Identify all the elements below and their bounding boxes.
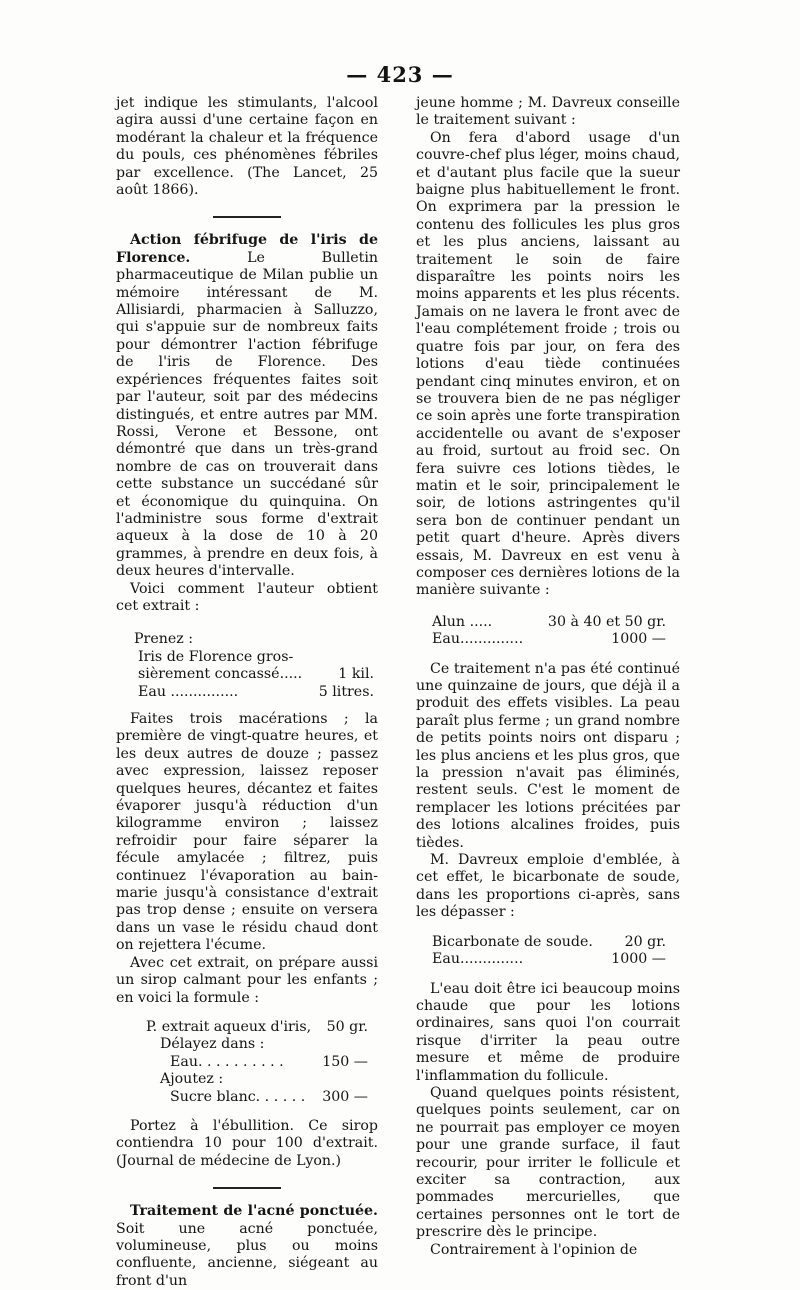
recipe-ingredient: Eau.............. [432, 951, 524, 968]
recipe-ingredient: Alun ..... [432, 613, 493, 630]
recipe-ingredient: Sucre blanc. . . . . . [170, 1088, 306, 1105]
paragraph: jet indique les stimulants, l'alcool agira aussi d'une certaine façon en modérant la chaleur et la fréquence du pouls, ces phénomènes fébriles par excellence. (The Lancet, 25 août 1866). [116, 95, 378, 199]
recipe-ingredient: Eau. . . . . . . . . . [170, 1053, 284, 1070]
paragraph: M. Davreux emploie d'emblée, à cet effet, le bicarbonate de soude, dans les proportions ci-après, sans les dépasser : [416, 852, 680, 921]
recipe-quantity: 300 — [322, 1088, 368, 1105]
paragraph: Faites trois macérations ; la première de vingt-quatre heures, et les deux autres de douze ; passez avec expression, laissez reposer quelques heures, décantez et faites évaporer jusqu'à réduction d'un kilogramme environ ; laissez refroidir pour faire séparer la fécule amylacée ; filtrez, puis continuez l'évaporation au bain-marie jusqu'à consistance d'extrait pas trop dense ; ensuite on versera dans un vase le résidu chaud dont on rejettera l'écume. [116, 711, 378, 954]
recipe-quantity: 5 litres. [318, 683, 374, 700]
recipe-quantity: 1000 — [611, 951, 666, 968]
recipe-ingredient: Eau.............. [432, 631, 524, 648]
paragraph: Voici comment l'auteur obtient cet extrait : [116, 580, 378, 614]
recipe-bicarbonate-lotion [416, 934, 666, 969]
recipe-line: Iris de Florence gros- [138, 648, 294, 665]
recipe-ingredient: Eau ............... [138, 683, 239, 700]
recipe-syrup [116, 1019, 368, 1106]
recipe-quantity: 20 gr. [624, 933, 666, 950]
paragraph: Portez à l'ébullition. Ce sirop contiendra 10 pour 100 d'extrait. (Journal de médecine de Lyon.) [116, 1117, 378, 1169]
recipe-quantity: 50 gr. [326, 1018, 368, 1035]
paragraph: L'eau doit être ici beaucoup moins chaude que pour les lotions ordinaires, sans quoi l'on courrait risque d'irriter la peau outre mesure et même de produire l'inflammation du follicule. [416, 980, 680, 1084]
paragraph: Ce traitement n'a pas été continué une quinzaine de jours, que déjà il a produit des effets visibles. La peau paraît plus ferme ; un grand nombre de petits points noirs ont disparu ; les plus anciens et les plus gros, que la pression n'avait pas éliminés, restent seuls. C'est le moment de remplacer les lotions précitées par des lotions alcalines froides, puis tièdes. [416, 660, 680, 851]
paragraph: Contrairement à l'opinion de [430, 1241, 638, 1258]
article-text: Le Bulletin pharmaceutique de Milan publie un mémoire intéressant de M. Allisiardi, pharmacien à Salluzzo, qui s'appuie sur de nombreux faits pour démontrer l'action fébrifuge de l'iris de Florence. Des expériences fréquentes faites soit par l'auteur, soit par des médecins distingués, et entre autres par MM. Rossi, Verone et Bessone, ont démontré que dans un très-grand nombre de cas on trouverait dans cette substance un succédané sûr et économique du quinquina. On l'administre sous forme d'extrait aqueux à la dose de 10 à 20 grammes, à prendre en deux fois, à deux heures d'intervalle. [116, 249, 378, 580]
article-heading: Action fébrifuge de l'iris de Florence. [116, 232, 378, 266]
recipe-ingredient: sièrement concassé..... [138, 666, 303, 683]
paragraph: Avec cet extrait, on prépare aussi un sirop calmant pour les enfants ; en voici la formule : [116, 954, 378, 1006]
article-heading: Traitement de l'acné ponctuée. [130, 1203, 378, 1220]
recipe-quantity: 1000 — [611, 631, 666, 648]
recipe-line: Prenez : [134, 631, 194, 648]
recipe-ingredient: P. extrait aqueux d'iris, [146, 1018, 312, 1035]
paragraph: jeune homme ; M. Davreux conseille le traitement suivant : [416, 95, 680, 129]
recipe-iris-extract [116, 631, 374, 701]
article-iris [116, 232, 378, 580]
recipe-quantity: 30 à 40 et 50 gr. [547, 613, 666, 630]
left-column [116, 95, 378, 1290]
article-acne [116, 1203, 378, 1290]
recipe-alum-lotion [416, 614, 666, 649]
page-number: — 423 — [346, 62, 454, 87]
recipe-line: Délayez dans : [160, 1036, 265, 1053]
article-text: Soit une acné ponctuée, volumineuse, plus ou moins confluente, ancienne, siégeant au front d'un [116, 1220, 378, 1289]
recipe-line: Ajoutez : [160, 1071, 224, 1088]
paragraph: Quand quelques points résistent, quelques points seulement, car on ne pourrait pas employer ce moyen pour une grande surface, il faut recourir, pour irriter le follicule et exciter sa contraction, aux pommades mercurielles, que certaines personnes ont le tort de prescrire dès le principe. [416, 1084, 680, 1241]
recipe-quantity: 150 — [322, 1053, 368, 1070]
recipe-quantity: 1 kil. [338, 666, 374, 683]
paragraph: On fera d'abord usage d'un couvre-chef plus léger, moins chaud, et d'autant plus facile que la sueur baigne plus habituellement le front. On exprimera par la pression le contenu des follicules les plus gros et les plus anciens, laissant au traitement le soin de faire disparaître les points noirs les moins apparents et les plus récents. Jamais on ne lavera le front avec de l'eau complétement froide ; trois ou quatre fois par jour, on fera des lotions d'eau tiède continuées pendant cinq minutes environ, et on se trouvera bien de ne pas négliger ce soin après une forte transpiration accidentelle ou avant de s'exposer au froid, surtout au froid sec. On fera suivre ces lotions tièdes, le matin et le soir, principalement le soir, de lotions astringentes qu'il sera bon de continuer pendant un petit quart d'heure. Après divers essais, M. Davreux en est venu à composer ces dernières lotions de la manière suivante : [416, 129, 680, 599]
recipe-ingredient: Bicarbonate de soude. [432, 933, 593, 950]
right-column [416, 95, 680, 1259]
